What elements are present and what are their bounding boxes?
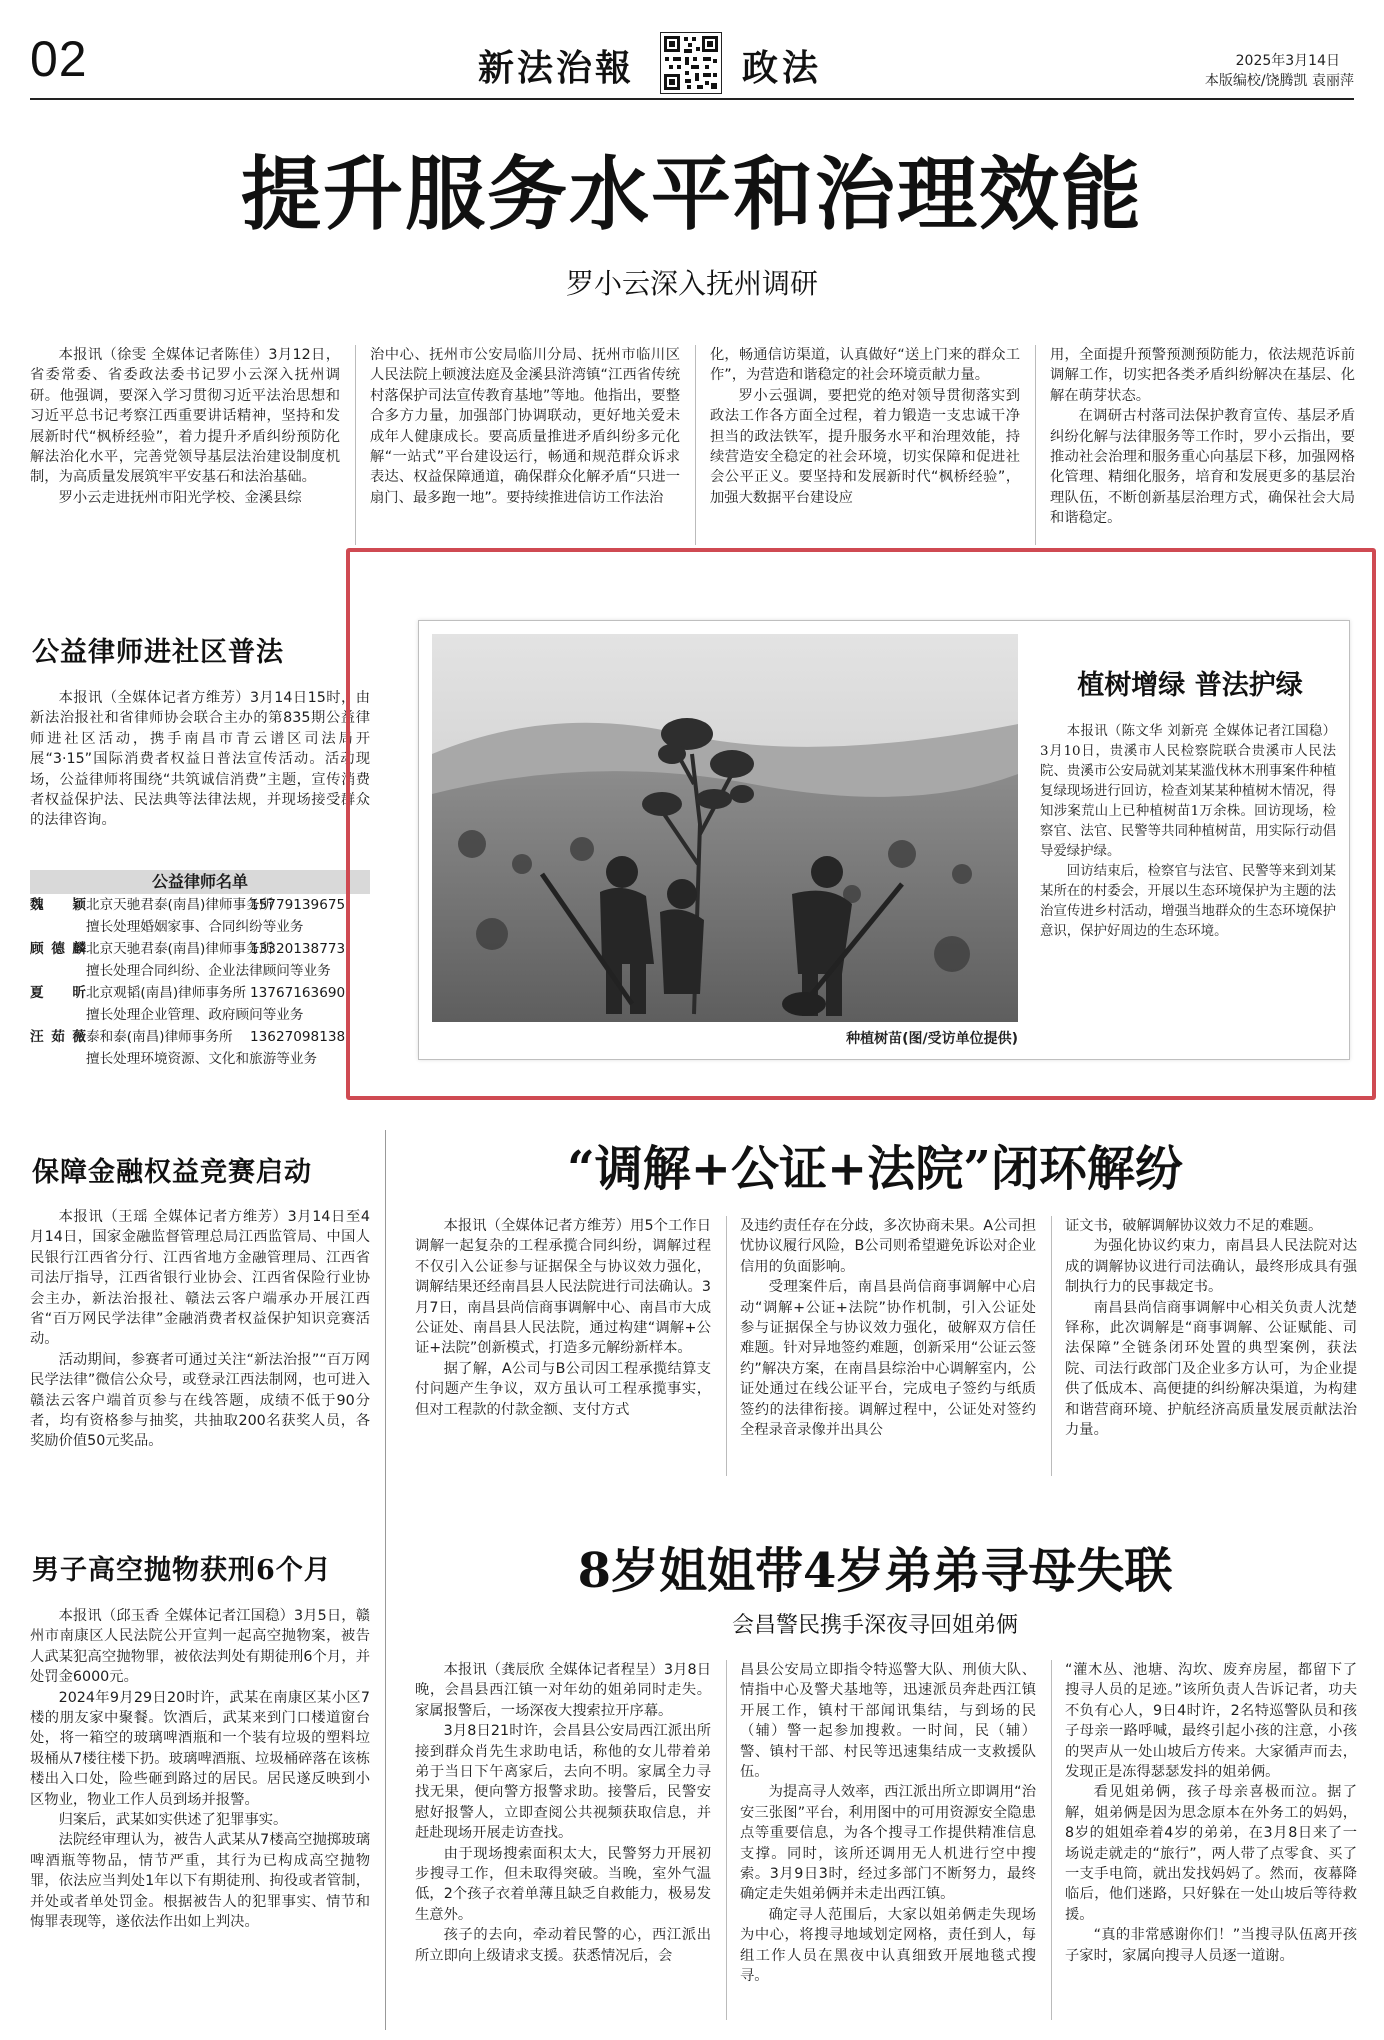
lead-subheadline: 罗小云深入抚州调研 <box>565 267 818 300</box>
lawyer-entry: 顾德麟 北京天驰君泰(南昌)律师事务所13320138773 擅长处理合同纠纷、企业法律顾问等业务 <box>30 938 370 982</box>
lead-column-2: 治中心、抚州市公安局临川分局、抚州市临川区人民法院上顿渡法庭及金溪县浒湾镇“江西省传统村落保护司法宣传教育基地”等地。他指出，要整合多方力量，加强部门协调联动，更好地关爱未成年人健康成长。要高质量推进矛盾纠纷多元化解“一站式”平台建设运行，畅通和规范群众诉求表达、权益保障通道，确保群众化解矛盾“只进一扇门、最多跑一地”。要持续推进信访工作法治 <box>370 347 680 506</box>
lead-column-4: 用，全面提升预警预测预防能力，依法规范诉前调解工作，切实把各类矛盾纠纷解决在基层、化解在萌芽状态。 在调研古村落司法保护教育宣传、基层矛盾纠纷化解与法律服务等工作时，罗小云指出，要推动社会治理和服务重心向基层下移，加强网格化管理、精细化服务，培育和发展更多的基层治理队伍，不断创新基层治理方式，确保社会大局和谐稳定。 <box>1050 347 1355 527</box>
mediation-column-3: 证文书，破解调解协议效力不足的难题。 为强化协议约束力，南昌县人民法院对达成的调解协议进行司法确认，最终形成具有强制执行力的民事裁定书。 南昌县尚信商事调解中心相关负责人沈楚铎称，此次调解是“商事调解、公证赋能、司法保障”全链条闭环处置的典型案例，获法院、司法行政部门及企业多方认可，为企业提供了低成本、高便捷的纠纷解决渠道，为构建和谐营商环境、护航经济高质量发展贡献法治力量。 <box>1065 1218 1357 1439</box>
lawyers-headline: 公益律师进社区普法 <box>32 637 284 668</box>
lawyer-entry: 夏昕 北京观韬(南昌)律师事务所 13767163690 擅长处理企业管理、政府顾问等业务 <box>30 982 370 1026</box>
missing-column-1: 本报讯（龚辰欣 全媒体记者程呈）3月8日晚，会昌县西江镇一对年幼的姐弟同时走失。家属报警后，一场深夜大搜索拉开序幕。 3月8日21时许，会昌县公安局西江派出所接到群众肖先生求助电话，称他的女儿带着弟弟于当日下午离家后，去向不明。家属全力寻找无果，便向警方报警求助。接警后，民警安慰好报警人，立即查阅公共视频获取信息，并赶赴现场开展走访查找。 由于现场搜索面积太大，民警努力开展初步搜寻工作，但未取得突破。当晚，室外气温低，2个孩子衣着单薄且缺乏自救能力，极易发生意外。 孩子的去向，牵动着民警的心，西江派出所立即向上级请求支援。获悉情况后，会 <box>415 1662 711 1964</box>
page-number: 02 <box>30 31 88 87</box>
lawyer-entry: 汪茹薇 泰和泰(南昌)律师事务所 13627098138 擅长处理环境资源、文化和旅游等业务 <box>30 1026 370 1070</box>
qr-code-icon[interactable] <box>660 32 722 94</box>
lead-headline: 提升服务水平和治理效能 <box>241 148 1143 241</box>
lead-column-1: 本报讯（徐雯 全媒体记者陈佳）3月12日，省委常委、省委政法委书记罗小云深入抚州调研。他强调，要深入学习贯彻习近平法治思想和习近平总书记考察江西重要讲话精神，坚持和发展新时代“枫桥经验”，着力提升矛盾纠纷预防化解法治化水平，完善党领导基层法治建设制度机制，为高质量发展筑牢平安基石和法治基础。 罗小云走进抚州市阳光学校、金溪县综 <box>30 347 340 506</box>
tree-headline: 植树增绿 普法护绿 <box>1077 670 1303 701</box>
tree-photo[interactable] <box>432 634 1018 1022</box>
missing-column-2: 昌县公安局立即指令特巡警大队、刑侦大队、情指中心及警犬基地等，迅速派员奔赴西江镇开展工作，镇村干部闻讯集结，与到场的民（辅）警一起参加搜救。一时间，民（辅）警、镇村干部、村民等迅速集结成一支救援队伍。 为提高寻人效率，西江派出所立即调用“治安三张图”平台，利用图中的可用资源安全隐患点等重要信息，为各个搜寻工作提供精准信息支撑。同时，该所还调用无人机进行空中搜索。3月9日3时，经过多部门不断努力，最终确定走失姐弟俩并未走出西江镇。 确定寻人范围后，大家以姐弟俩走失现场为中心，将搜寻地域划定网格，责任到人，每组工作人员在黑夜中认真细致开展地毯式搜寻。 <box>740 1662 1036 1985</box>
lawyer-name: 汪茹薇 <box>30 1029 86 1045</box>
missing-headline: 8岁姐姐带4岁弟弟寻母失联 <box>577 1543 1173 1599</box>
masthead-rule <box>30 98 1354 100</box>
lawyer-list <box>30 870 370 1070</box>
mediation-column-2: 及违约责任存在分歧，多次协商未果。A公司担忧协议履行风险，B公司则希望避免诉讼对企业信用的负面影响。 受理案件后，南昌县尚信商事调解中心启动“调解+公证+法院”协作机制，引入公证处参与证据保全与协议效力强化，破解双方信任难题。针对异地签约难题，创新采用“公证云签约”解决方案，在南昌县综治中心调解室内，公证处通过在线公证平台，完成电子签约与纸质签约的法律衔接。调解过程中，公证处对签约全程录音录像并出具公 <box>740 1218 1036 1439</box>
lawyer-phone: 13627098138 <box>250 1029 346 1045</box>
lawyer-phone: 13767163690 <box>250 985 346 1001</box>
lead-column-3: 化，畅通信访渠道，认真做好“送上门来的群众工作”，为营造和谐稳定的社会环境贡献力量。 罗小云强调，要把党的绝对领导贯彻落实到政法工作各方面全过程，着力锻造一支忠诚干净担当的政法铁军，提升服务水平和治理效能，持续营造安全稳定的社会环境，切实保障和促进社会公平正义。要坚持和发展新时代“枫桥经验”，加强大数据平台建设应 <box>710 347 1020 506</box>
lawyer-name: 魏颖 <box>30 897 86 913</box>
lawyer-name: 顾德麟 <box>30 941 86 957</box>
lawyer-name: 夏昕 <box>30 985 86 1001</box>
mediation-headline: “调解+公证+法院”闭环解纷 <box>567 1141 1183 1197</box>
missing-column-3: “灌木丛、池塘、沟坎、废弃房屋，都留下了搜寻人员的足迹。”该所负责人告诉记者，功夫不负有心人，9日4时许，2名特巡警队员和孩子母亲一路呼喊，最终引起小孩的注意，小孩的哭声从一处山坡后方传来。大家循声而去，发现正是冻得瑟瑟发抖的姐弟俩。 看见姐弟俩，孩子母亲喜极而泣。据了解，姐弟俩是因为思念原本在外务工的妈妈，8岁的姐姐牵着4岁的弟弟，在3月8日来了一场说走就走的“旅行”，两人带了点零食、买了一支手电筒，就出发找妈妈了。然而，夜幕降临后，他们迷路，只好躲在一处山坡后等待救援。 “真的非常感谢你们！”当搜寻队伍离开孩子家时，家属向搜寻人员逐一道谢。 <box>1065 1662 1357 1964</box>
page-editors: 本版编校/饶腾凯 袁丽萍 <box>1204 73 1354 89</box>
finance-headline: 保障金融权益竞赛启动 <box>32 1157 312 1188</box>
lawyer-phone: 13320138773 <box>250 941 346 957</box>
tree-photo-caption: 种植树苗(图/受访单位提供) <box>846 1031 1018 1047</box>
section-name: 政法 <box>742 47 823 89</box>
missing-subheadline: 会昌警民携手深夜寻回姐弟俩 <box>731 1613 1018 1638</box>
throw-article: 本报讯（邱玉香 全媒体记者江国稳）3月5日，赣州市南康区人民法院公开宣判一起高空抛物案，被告人武某犯高空抛物罪，被依法判处有期徒刑6个月，并处罚金6000元。 2024年9月29日20时许，武某在南康区某小区7楼的朋友家中聚餐。饮酒后，武某来到门口楼道窗台处，将一箱空的玻璃啤酒瓶和一个装有垃圾的塑料垃圾桶从7楼往楼下扔。玻璃啤酒瓶、垃圾桶碎落在该栋楼出入口处，险些砸到路过的居民。居民遂反映到小区物业，物业工作人员到场并报警。 归案后，武某如实供述了犯罪事实。 法院经审理认为，被告人武某从7楼高空抛掷玻璃啤酒瓶等物品，情节严重，其行为已构成高空抛物罪，依法应当判处1年以下有期徒刑、拘役或者管制，并处或者单处罚金。根据被告人的犯罪事实、情节和悔罪表现等，遂依法作出如上判决。 <box>30 1608 370 1931</box>
throw-headline: 男子高空抛物获刑6个月 <box>32 1555 332 1586</box>
lawyers-article: 本报讯（全媒体记者方维芳）3月14日15时，由新法治报社和省律师协会联合主办的第835期公益律师进社区活动，携手南昌市青云谱区司法局开展“3·15”国际消费者权益日普法宣传活动。活动现场，公益律师将围绕“共筑诚信消费”主题，宣传消费者权益保护法、民法典等法律法规，并现场接受群众的法律咨询。 <box>30 690 370 829</box>
lawyer-entry: 魏颖 北京天驰君泰(南昌)律师事务所15779139675 擅长处理婚姻家事、合同纠纷等业务 <box>30 894 370 938</box>
finance-article: 本报讯（王瑶 全媒体记者方维芳）3月14日至4月14日，国家金融监督管理总局江西监管局、中国人民银行江西省分行、江西省地方金融管理局、江西省司法厅指导，江西省银行业协会、江西省保险行业协会主办，新法治报社、赣法云客户端承办开展江西省“百万网民学法律”金融消费者权益保护知识竞赛活动。 活动期间，参赛者可通过关注“新法治报”“百万网民学法律”微信公众号，或登录江西法制网，也可进入赣法云客户端首页参与在线答题，成绩不低于90分者，均有资格参与抽奖，共抽取200名获奖人员，各奖励价值50元奖品。 <box>30 1209 370 1450</box>
paper-name: 新法治報 <box>478 47 635 89</box>
mediation-column-1: 本报讯（全媒体记者方维芳）用5个工作日调解一起复杂的工程承揽合同纠纷，调解过程不仅引入公证参与证据保全与协议效力强化，调解结果还经南昌县人民法院进行司法确认。3月7日，南昌县尚信商事调解中心、南昌市大成公证处、南昌县人民法院，通过构建“调解+公证+法院”创新模式，打造多元解纷新样本。 据了解，A公司与B公司因工程承揽结算支付问题产生争议，双方虽认可工程承揽事实，但对工程款的付款金额、支付方式 <box>415 1218 711 1418</box>
lawyer-list-title: 公益律师名单 <box>30 870 370 894</box>
issue-date: 2025年3月14日 <box>1235 53 1340 69</box>
lawyer-phone: 15779139675 <box>250 897 346 913</box>
tree-article: 本报讯（陈文华 刘新亮 全媒体记者江国稳）3月10日，贵溪市人民检察院联合贵溪市人民法院、贵溪市公安局就刘某某滥伐林木刑事案件种植复绿现场进行回访，检查刘某某种植树木情况，得知涉案荒山上已种植树苗1万余株。回访现场，检察官、法官、民警等共同种植树苗，用实际行动倡导爱绿护绿。 回访结束后，检察官与法官、民警等来到刘某某所在的村委会，开展以生态环境保护为主题的法治宣传进乡村活动，增强当地群众的生态环境保护意识，保护好周边的生态环境。 <box>1040 724 1336 939</box>
